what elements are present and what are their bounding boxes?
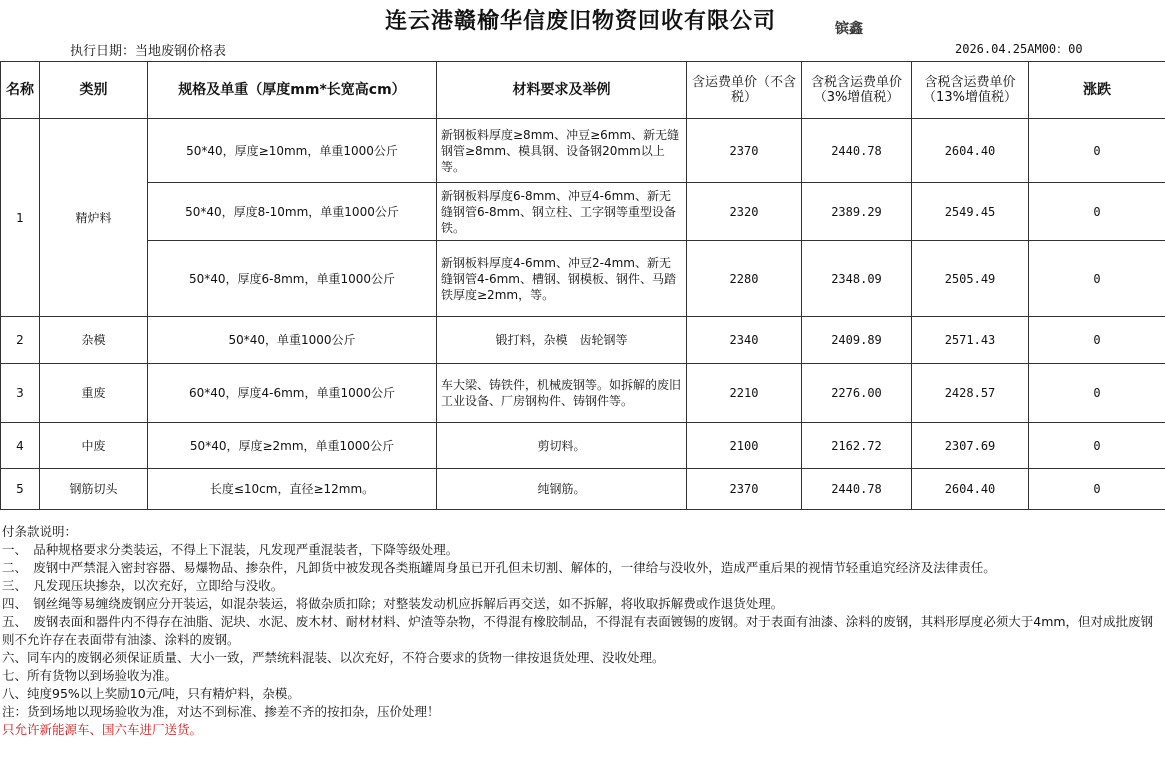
col-header-spec: 规格及单重（厚度mm*长宽高cm） (148, 62, 437, 119)
row-spec: 50*40，厚度6-8mm，单重1000公斤 (148, 241, 437, 317)
row-price-tax13: 2549.45 (912, 183, 1029, 241)
table-row (1, 183, 1165, 241)
col-header-price-tax13: 含税含运费单价（13%增值税） (912, 62, 1029, 119)
row-category: 中废 (40, 423, 148, 469)
note-item: 二、 废钢中严禁混入密封容器、易爆物品、掺杂件，凡卸货中被发现各类瓶罐周身虽已开孔但未切割、解体的，一律给与没收外，造成严重后果的视情节轻重追究经济及法律责任。 (2, 560, 996, 575)
page-title: 连云港赣榆华信废旧物资回收有限公司 (384, 9, 776, 34)
row-price-tax3: 2440.78 (802, 469, 912, 510)
row-requirement: 纯钢筋。 (437, 469, 687, 510)
row-spec: 50*40，厚度≥10mm，单重1000公斤 (148, 119, 437, 183)
table-header-row (1, 62, 1165, 119)
subtitle-line (0, 40, 1165, 58)
exec-date: 执行日期：当地废钢价格表 (70, 44, 227, 59)
table-row (1, 119, 1165, 183)
row-change: 0 (1029, 364, 1165, 423)
row-price-freight: 2320 (687, 183, 802, 241)
note-item: 三、 凡发现压块掺杂，以次充好，立即给与没收。 (2, 578, 284, 593)
table-row (1, 317, 1165, 364)
row-change: 0 (1029, 317, 1165, 364)
row-category: 重废 (40, 364, 148, 423)
row-price-freight: 2370 (687, 469, 802, 510)
row-change: 0 (1029, 469, 1165, 510)
note-item: 六、同车内的废钢必须保证质量、大小一致，严禁统料混装、以次充好，不符合要求的货物一律按退货处理、没收处理。 (2, 650, 665, 665)
col-header-price-freight: 含运费单价（不含税） (687, 62, 802, 119)
row-price-tax13: 2571.43 (912, 317, 1029, 364)
row-price-tax13: 2307.69 (912, 423, 1029, 469)
row-price-tax13: 2428.57 (912, 364, 1029, 423)
row-price-freight: 2280 (687, 241, 802, 317)
row-spec: 50*40，厚度8-10mm，单重1000公斤 (148, 183, 437, 241)
row-category: 杂模 (40, 317, 148, 364)
row-price-tax3: 2389.29 (802, 183, 912, 241)
row-requirement: 锻打料，杂模 齿轮钢等 (437, 317, 687, 364)
note-item: 五、 废钢表面和器件内不得存在油脂、泥块、水泥、废木材、耐材材料、炉渣等杂物，不得混有橡胶制品，不得混有表面镀锡的废钢。对于表面有油漆、涂料的废钢，其料形厚度必须大于4mm，但对成批废钢则不允许存在表面带有油漆、涂料的废钢。 (2, 614, 1154, 647)
notes-title: 付条款说明： (2, 524, 78, 539)
row-price-tax3: 2440.78 (802, 119, 912, 183)
row-change: 0 (1029, 119, 1165, 183)
table-row (1, 469, 1165, 510)
row-requirement: 新钢板料厚度4-6mm、冲豆2-4mm、新无缝钢管4-6mm、槽钢、钢模板、钢件、马踏铁厚度≥2mm，等。 (437, 241, 687, 317)
row-price-freight: 2100 (687, 423, 802, 469)
row-category: 钢筋切头 (40, 469, 148, 510)
note-item: 七、所有货物以到场验收为准。 (2, 668, 178, 683)
row-spec: 长度≤10cm，直径≥12mm。 (148, 469, 437, 510)
row-requirement: 剪切料。 (437, 423, 687, 469)
row-spec: 60*40，厚度4-6mm，单重1000公斤 (148, 364, 437, 423)
row-price-tax3: 2162.72 (802, 423, 912, 469)
row-number: 4 (1, 423, 40, 469)
col-header-change: 涨跌 (1029, 62, 1165, 119)
terms-notes (2, 523, 1162, 739)
row-spec: 50*40，厚度≥2mm，单重1000公斤 (148, 423, 437, 469)
row-number: 3 (1, 364, 40, 423)
row-price-tax3: 2409.89 (802, 317, 912, 364)
row-requirement: 新钢板料厚度6-8mm、冲豆4-6mm、新无缝钢管6-8mm、钢立柱、工字钢等重型设备铁。 (437, 183, 687, 241)
col-header-requirement: 材料要求及举例 (437, 62, 687, 119)
price-table (0, 61, 1165, 510)
row-change: 0 (1029, 183, 1165, 241)
col-header-category: 类别 (40, 62, 148, 119)
table-row (1, 423, 1165, 469)
note-item: 一、 品种规格要求分类装运，不得上下混装，凡发现严重混装者，下降等级处理。 (2, 542, 459, 557)
row-price-freight: 2370 (687, 119, 802, 183)
row-price-tax3: 2348.09 (802, 241, 912, 317)
note-item: 四、 钢丝绳等易缠绕废钢应分开装运，如混杂装运，将做杂质扣除；对整装发动机应拆解后再交送，如不拆解，将收取拆解费或作退货处理。 (2, 596, 784, 611)
row-price-tax3: 2276.00 (802, 364, 912, 423)
note-item: 注：货到场地以现场验收为准，对达不到标准、掺差不齐的按扣杂，压价处理！ (2, 704, 440, 719)
row-number: 1 (1, 119, 40, 317)
col-header-name: 名称 (1, 62, 40, 119)
row-requirement: 新钢板料厚度≥8mm、冲豆≥6mm、新无缝钢管≥8mm、模具钢、设备钢20mm以上等。 (437, 119, 687, 183)
table-row (1, 364, 1165, 423)
row-number: 5 (1, 469, 40, 510)
row-price-tax13: 2604.40 (912, 119, 1029, 183)
row-number: 2 (1, 317, 40, 364)
row-category: 精炉料 (40, 119, 148, 317)
row-requirement: 车大梁、铸铁件，机械废钢等。如拆解的废旧工业设备、厂房钢构件、铸钢件等。 (437, 364, 687, 423)
note-item: 八、纯度95%以上奖励10元/吨，只有精炉料，杂模。 (2, 686, 300, 701)
table-row (1, 241, 1165, 317)
row-price-tax13: 2604.40 (912, 469, 1029, 510)
row-change: 0 (1029, 241, 1165, 317)
row-price-tax13: 2505.49 (912, 241, 1029, 317)
col-header-price-tax3: 含税含运费单价（3%增值税） (802, 62, 912, 119)
row-change: 0 (1029, 423, 1165, 469)
row-price-freight: 2210 (687, 364, 802, 423)
row-price-freight: 2340 (687, 317, 802, 364)
datetime: 2026.04.25AM00：00 (955, 42, 1083, 56)
red-notice: 只允许新能源车、国六车进厂送货。 (2, 722, 203, 737)
row-spec: 50*40，单重1000公斤 (148, 317, 437, 364)
brand-label: 镔鑫 (835, 21, 863, 37)
